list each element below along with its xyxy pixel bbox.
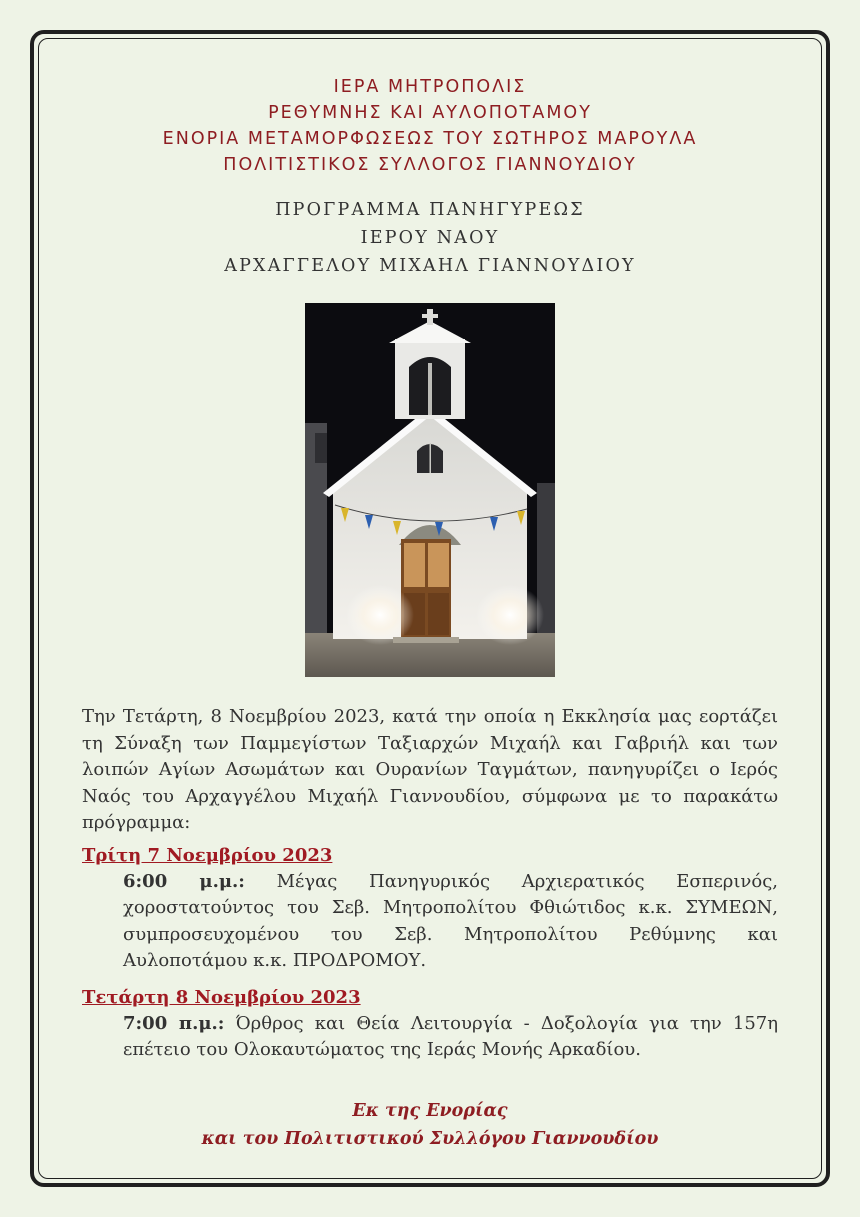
footer-line-parish: Εκ της Ενορίας [352,1101,508,1121]
entry-time: 7:00 π.μ.: [123,1012,225,1034]
day-heading-wednesday: Τετάρτη 8 Νοεμβρίου 2023 [82,986,361,1008]
header-line-association: ΠΟΛΙΤΙΣΤΙΚΟΣ ΣΥΛΛΟΓΟΣ ΓΙΑΝΝΟΥΔΙΟΥ [223,155,637,175]
day-heading-tuesday: Τρίτη 7 Νοεμβρίου 2023 [82,844,333,866]
schedule-entry-wednesday [82,1011,778,1064]
program-title [0,196,860,280]
signature-block [0,1097,860,1153]
footer-line-association: και του Πολιτιστικού Συλλόγου Γιαννουδίου [201,1129,659,1149]
entry-text: Όρθρος και Θεία Λειτουργία - Δοξολογία για την 157η επέτειο του Ολοκαυτώματος της Ιεράς Μονής Αρκαδίου. [123,1012,779,1060]
intro-paragraph: Την Τετάρτη, 8 Νοεμβρίου 2023, κατά την οποία η Εκκλησία μας εορτάζει τη Σύναξη των Παμμεγίστων Ταξιαρχών Μιχαήλ και Γαβριήλ και των λοιπών Αγίων Ασωμάτων και Ουρανίων Ταγμάτων, πανηγυρίζει ο Ιερός Ναός του Αρχαγγέλου Μιχαήλ Γιαννουδίου, σύμφωνα με το παρακάτω πρόγραμμα: [82,706,778,833]
title-line-program: ΠΡΟΓΡΑΜΜΑ ΠΑΝΗΓΥΡΕΩΣ [275,200,585,220]
header-line-parish: ΕΝΟΡΙΑ ΜΕΤΑΜΟΡΦΩΣΕΩΣ ΤΟΥ ΣΩΤΗΡΟΣ ΜΑΡΟΥΛΑ [162,129,698,149]
entry-text: Μέγας Πανηγυρικός Αρχιερατικός Εσπερινός, χοροστατούντος του Σεβ. Μητροπολίτου Φθιώτιδος κ.κ. ΣΥΜΕΩΝ, συμπροσευχομένου του Σεβ. Μητροπολίτου Ρεθύμνης και Αυλοποτάμου κ.κ. ΠΡΟΔΡΟΜΟΥ. [123,870,778,971]
schedule-entry-tuesday [82,869,778,975]
title-line-church: ΙΕΡΟΥ ΝΑΟΥ [360,228,500,248]
program-body [82,704,778,1064]
church-photo [305,303,555,677]
header-block [0,74,860,178]
header-line-diocese: ΡΕΘΥΜΝΗΣ ΚΑΙ ΑΥΛΟΠΟΤΑΜΟΥ [268,103,592,123]
entry-time: 6:00 μ.μ.: [123,870,245,892]
title-line-archangel: ΑΡΧΑΓΓΕΛΟΥ ΜΙΧΑΗΛ ΓΙΑΝΝΟΥΔΙΟΥ [224,256,636,276]
header-line-metropolis: ΙΕΡΑ ΜΗΤΡΟΠΟΛΙΣ [333,77,527,97]
